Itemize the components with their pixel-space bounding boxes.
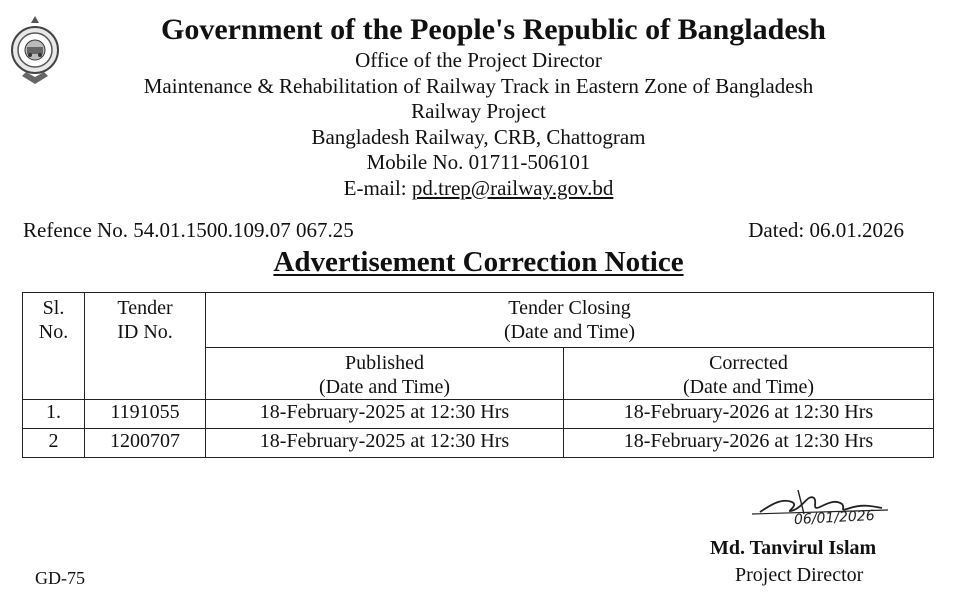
cell-published: 18-February-2025 at 12:30 Hrs (206, 400, 564, 429)
government-title: Government of the People's Republic of Bangladesh (161, 13, 826, 46)
mobile-line: Mobile No. 01711-506101 (366, 150, 591, 174)
header-corrected: Corrected (Date and Time) (564, 348, 934, 400)
address-line: Bangladesh Railway, CRB, Chattogram (311, 124, 646, 149)
signatory-designation: Project Director (735, 564, 864, 586)
header-sl-no: Sl. No. (23, 293, 85, 400)
notice-title (0, 244, 957, 280)
notice-date: Dated: 06.01.2026 (748, 218, 904, 242)
cell-corrected: 18-February-2026 at 12:30 Hrs (564, 400, 934, 429)
tender-table (22, 292, 934, 458)
handwritten-date: 06/01/2026 (793, 507, 876, 529)
cell-tender-id: 1191055 (85, 400, 206, 429)
footer-code: GD-75 (35, 568, 85, 588)
cell-sl: 2 (23, 429, 85, 458)
header-tender-id: Tender ID No. (85, 293, 206, 400)
email-link[interactable]: pd.trep@railway.gov.bd (411, 175, 614, 200)
cell-corrected: 18-February-2026 at 12:30 Hrs (564, 429, 934, 458)
letterhead (0, 12, 957, 201)
email-line (0, 176, 957, 202)
office-line: Office of the Project Director (355, 48, 602, 72)
cell-tender-id: 1200707 (85, 429, 206, 458)
project-line-2: Railway Project (411, 99, 546, 123)
cell-published: 18-February-2025 at 12:30 Hrs (206, 429, 564, 458)
cell-sl: 1. (23, 400, 85, 429)
header-tender-closing: Tender Closing (Date and Time) (206, 293, 934, 348)
table-row (23, 429, 934, 458)
email-label: E-mail: (343, 175, 412, 200)
header-published: Published (Date and Time) (206, 348, 564, 400)
project-line-1: Maintenance & Rehabilitation of Railway Track in Eastern Zone of Bangladesh (143, 73, 814, 98)
signatory-name: Md. Tanvirul Islam (710, 537, 877, 559)
reference-number: Refence No. 54.01.1500.109.07 067.25 (23, 218, 354, 242)
table-row (23, 400, 934, 429)
notice-title-text: Advertisement Correction Notice (273, 246, 684, 278)
